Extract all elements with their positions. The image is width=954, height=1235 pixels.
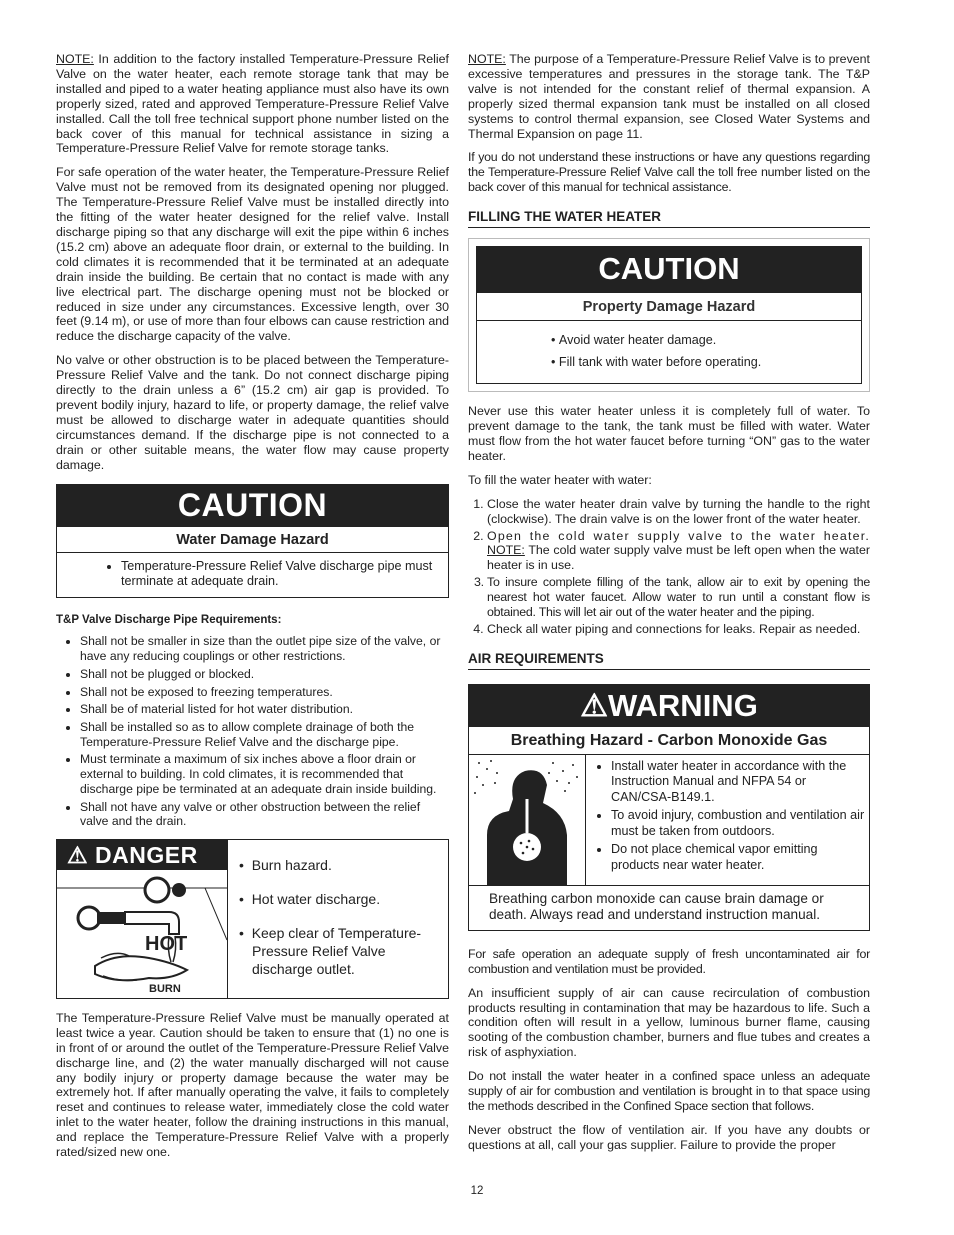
danger-item-text: Keep clear of Temperature-Pressure Relief Valve discharge outlet. (251, 924, 422, 977)
warning-subtitle: Breathing Hazard - Carbon Monoxide Gas (469, 727, 869, 755)
caution-title: CAUTION (57, 485, 448, 527)
requirements-list (56, 634, 449, 828)
caution-list (57, 559, 448, 589)
danger-item: • Keep clear of Temperature-Pressure Relief Valve discharge outlet. (239, 924, 422, 977)
paragraph-never-obstruct: Never obstruct the flow of ventilation air. If you have any doubts or questions at all, call your gas supplier. Failure to provide the proper (468, 1122, 870, 1152)
paragraph-note-purpose (468, 52, 870, 141)
fill-step-note: The cold water supply valve must be left open when the water heater is in use. (487, 543, 870, 573)
caution-subtitle: Water Damage Hazard (57, 527, 448, 553)
caution-subtitle: Property Damage Hazard (477, 293, 861, 321)
warning-header (469, 685, 869, 727)
warning-title: WARNING (607, 687, 758, 723)
note-label: NOTE: (487, 543, 525, 558)
requirement-item: • Shall not be smaller in size than the outlet pipe size of the valve, or have any reducing couplings or other restrictions. (80, 634, 449, 663)
paragraph-manual-operation: The Temperature-Pressure Relief Valve must be manually operated at least twice a year. Caution should be taken to ensure that (1) no one is in front of or around the outlet of the Temperature-Pressure Relief Valve discharge line, and (2) the water manually discharged will not cause any bodily injury or property damage because the water may be extremely hot. If after manually operating the valve, it fails to completely reset and continues to release water, immediately close the cold water inlet to the water heater, follow the draining instructions in this manual, and replace the Temperature-Pressure Relief Valve with a properly rated/sized new one. (56, 1010, 449, 1160)
warning-list (597, 759, 865, 877)
carbon-monoxide-pictogram (469, 755, 586, 885)
section-heading-air: AIR REQUIREMENTS (468, 651, 870, 670)
note-label: NOTE: (56, 52, 94, 66)
caution-box-property-damage (468, 238, 870, 392)
caution-item-text: Fill tank with water before operating. (558, 355, 762, 370)
danger-items (239, 856, 440, 994)
paragraph-safe-operation: For safe operation of the water heater, the Temperature-Pressure Relief Valve must not be removed from its designated opening nor plugged. The Temperature-Pressure Relief Valve must be installed directly into the fitting of the water heater designed for the relief valve. Install discharge piping so that any discharge will exit the pipe within 6 inches (15.2 cm) above an adequate floor drain, or external to the building. In cold climates it is recommended that it be terminated at an adequate drain inside the building. Be certain that no contact is made with any live electrical part. The discharge opening must not be blocked or reduced in size under any circumstances. Excessive length, over 30 feet (9.14 m), or use of more than four elbows can cause restriction and reduce the discharge capacity of the valve. (56, 165, 449, 344)
danger-title: DANGER (95, 841, 198, 868)
danger-item: • Burn hazard. (239, 856, 332, 873)
caution-item: • Temperature-Pressure Relief Valve discharge pipe must terminate at adequate drain. (121, 559, 448, 589)
right-column (468, 52, 870, 1162)
person-breathing-gas-icon (469, 755, 585, 885)
caution-title: CAUTION (477, 247, 861, 293)
requirement-item: • Shall be of material listed for hot water distribution. (80, 702, 449, 717)
hot-label: HOT (145, 932, 188, 955)
fill-step: 1. Close the water heater drain valve by turning the handle to the right (clockwise). The drain valve is on the lower front of the water heater. (487, 497, 870, 527)
paragraph-never-use: Never use this water heater unless it is completely full of water. To prevent damage to the tank, the tank must be filled with water. Water must flow from the hot water faucet before turning “ON” gas to the water heater. (468, 404, 870, 463)
caution-item-text: Avoid water heater damage. (558, 333, 717, 348)
requirement-item: • Shall not be plugged or blocked. (80, 667, 449, 682)
requirement-item: • Must terminate a maximum of six inches above a floor drain or external to building. In cold climates, it is recommended that discharge pipe be terminated at an adequate drain inside building. (80, 752, 449, 796)
fill-step: 4. Check all water piping and connections for leaks. Repair as needed. (487, 622, 870, 637)
danger-item: • Hot water discharge. (239, 890, 381, 907)
paragraph-confined-space: Do not install the water heater in a confined space unless an adequate supply of air for combustion and ventilation is brought in to that space using the methods described in the Confined Space section that follows. (468, 1069, 870, 1113)
burn-label: BURN (149, 982, 181, 995)
caution-list (477, 329, 861, 373)
paragraph-text: In addition to the factory installed Temperature-Pressure Relief Valve on the water heater, each remote storage tank that may be installed and piped to a water heating appliance must also have its own properly sized, rated and approved Temperature-Pressure Relief Valve installed. Call the toll free technical support phone number listed on the back cover of this manual for technical assistance in sizing a Temperature-Pressure Relief Valve for remote storage tanks. (56, 52, 449, 156)
warning-item: • Install water heater in accordance with the Instruction Manual and NFPA 54 or CAN/CSA-B149.1. (611, 759, 865, 806)
paragraph-adequate-air: For safe operation an adequate supply of fresh uncontaminated air for combustion and ventilation must be provided. (468, 946, 870, 976)
caution-box-inner (476, 246, 862, 384)
caution-item: • Avoid water heater damage. (551, 333, 717, 348)
danger-header (57, 840, 227, 870)
danger-item-text: Hot water discharge. (251, 890, 381, 907)
warning-triangle-icon: ⚠ (580, 687, 608, 723)
left-column (56, 52, 449, 1169)
warning-body (469, 755, 869, 886)
danger-box (56, 839, 449, 999)
fill-steps-list (468, 497, 870, 637)
paragraph-insufficient-air: An insufficient supply of air can cause recirculation of combustion products resulting in contamination that may be hazardous to life. Such a condition often will result in a yellow, luminous burner flame, causing sooting of the combustion chamber, burners and flue tubes and creates a risk of asphyxiation. (468, 985, 870, 1060)
paragraph-questions: If you do not understand these instructions or have any questions regarding the Temperature-Pressure Relief Valve call the toll free number listed on the back cover of this manual for technical assistance. (468, 150, 870, 195)
hot-water-faucet-icon (57, 870, 227, 998)
caution-box-water-damage (56, 484, 449, 598)
section-heading-filling: FILLING THE WATER HEATER (468, 209, 870, 228)
note-label: NOTE: (468, 52, 506, 66)
danger-triangle-icon: ⚠ (67, 841, 89, 868)
fill-step (487, 529, 870, 574)
warning-box-carbon-monoxide (468, 684, 870, 931)
paragraph-no-obstruction: No valve or other obstruction is to be placed between the Temperature-Pressure Relief Valve and the tank. Do not connect discharge piping directly to the drain unless a 6” (15.2 cm) air gap is provided. To prevent bodily injury, hazard to life, or property damage, the relief valve must be allowed to discharge water in adequate quantities should circumstances demand. If the discharge pipe is not connected to a drain or other suitable means, the water flow may cause property damage. (56, 353, 449, 472)
warning-footer: Breathing carbon monoxide can cause brain damage or death. Always read and understand instruction manual. (489, 890, 824, 923)
fill-step: 3. To insure complete filling of the tank, allow air to exit by opening the nearest hot water faucet. Allow water to run until a constant flow is obtained. This will let air out of the water heater and the piping. (487, 575, 870, 620)
warning-item: • Do not place chemical vapor emitting products near water heater. (611, 842, 865, 873)
caution-item: • Fill tank with water before operating. (551, 355, 762, 370)
requirement-item: • Shall not have any valve or other obstruction between the relief valve and the drain. (80, 800, 449, 829)
page-number: 12 (470, 1185, 484, 1197)
fill-step-text: Open the cold water supply valve to the water heater. (487, 528, 870, 543)
paragraph-to-fill: To fill the water heater with water: (468, 472, 652, 487)
requirement-item: • Shall not be exposed to freezing temperatures. (80, 685, 449, 700)
paragraph-note-remote-tanks (56, 52, 449, 156)
danger-item-text: Burn hazard. (251, 856, 332, 873)
warning-item: • To avoid injury, combustion and ventilation air must be taken from outdoors. (611, 808, 865, 839)
danger-pictogram (57, 840, 228, 998)
requirement-item: • Shall be installed so as to allow complete drainage of both the Temperature-Pressure Relief Valve and the discharge pipe. (80, 720, 449, 749)
requirements-heading: T&P Valve Discharge Pipe Requirements: (56, 614, 282, 627)
paragraph-text: The purpose of a Temperature-Pressure Relief Valve is to prevent excessive temperatures and pressures in the storage tank. The T&P valve is not intended for the constant relief of thermal expansion. A properly sized thermal expansion tank must be installed on all closed systems to control thermal expansion, see Closed Water Systems and Thermal Expansion on page 11. (468, 52, 870, 141)
